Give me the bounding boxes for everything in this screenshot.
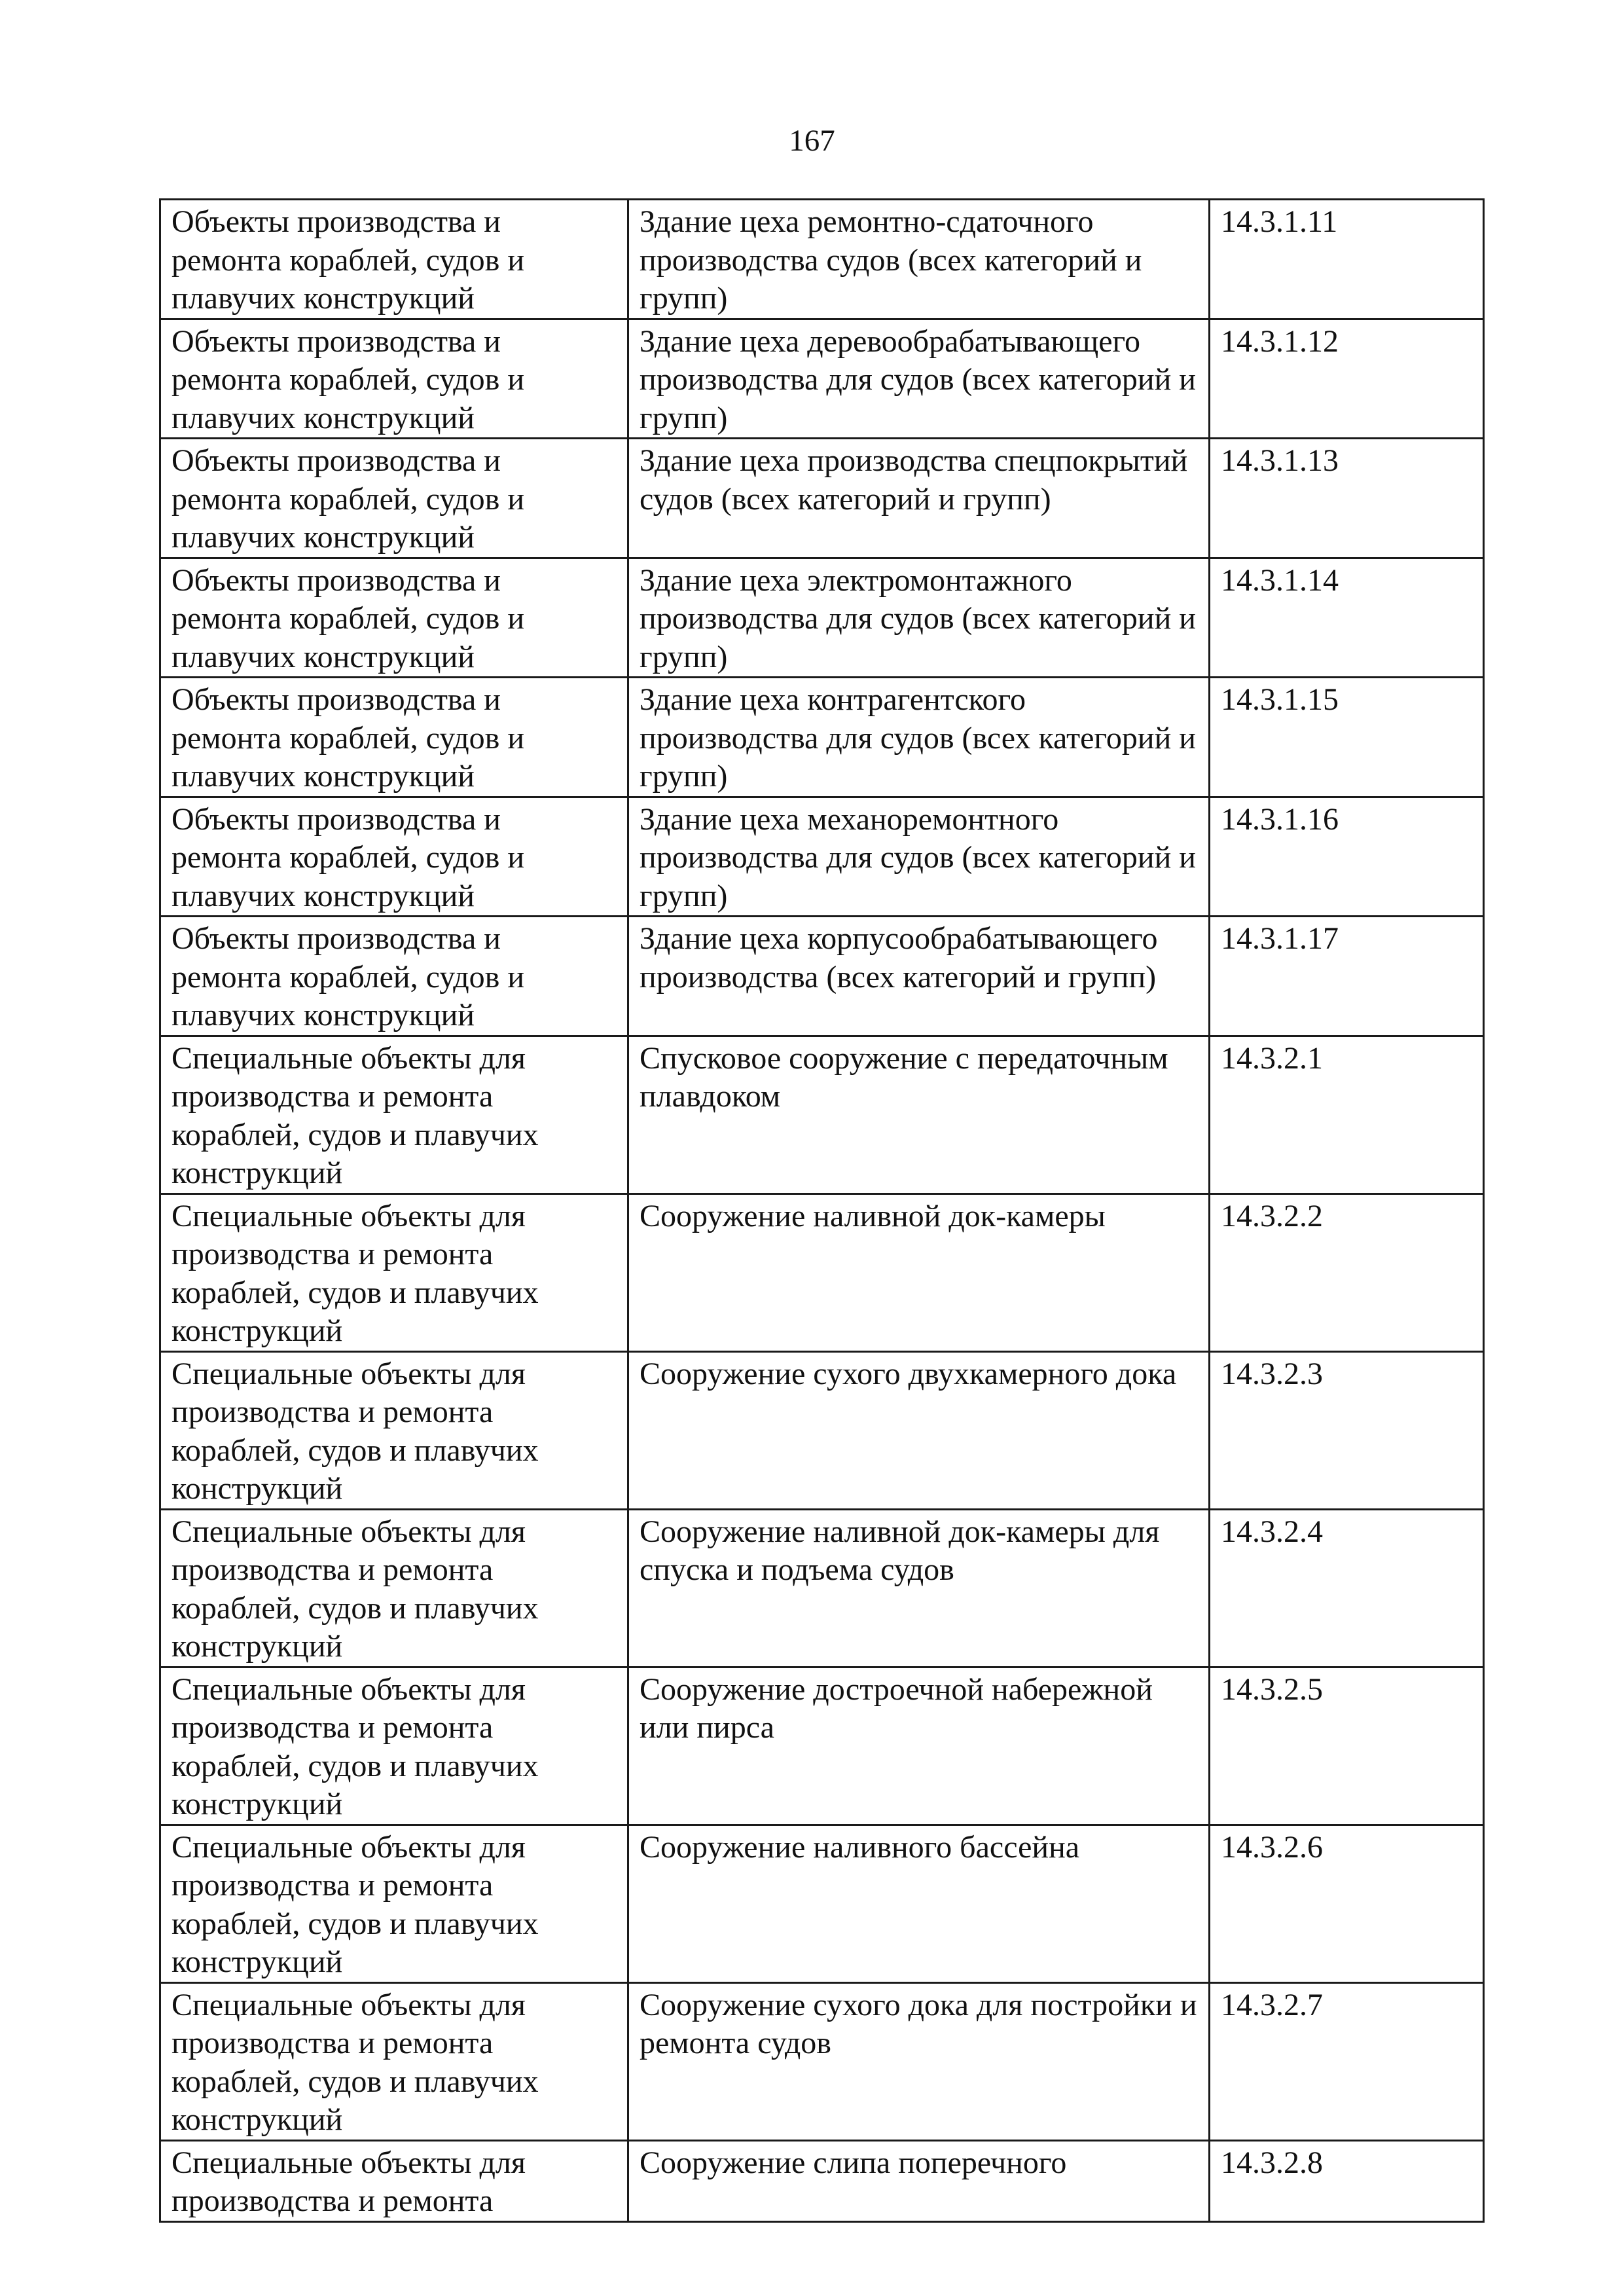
table-row — [160, 319, 1484, 439]
table-row — [160, 1351, 1484, 1509]
category-cell: Специальные объекты для производства и ремонта кораблей, судов и плавучих конструкций — [160, 1982, 628, 2140]
category-cell: Объекты производства и ремонта кораблей, судов и плавучих конструкций — [160, 439, 628, 558]
table-row — [160, 917, 1484, 1036]
table-row — [160, 797, 1484, 917]
category-cell: Специальные объекты для производства и ремонта кораблей, судов и плавучих конструкций — [160, 1351, 628, 1509]
object-cell: Здание цеха производства спецпокрытий судов (всех категорий и групп) — [628, 439, 1210, 558]
objects-table — [159, 198, 1485, 2223]
table-row — [160, 1036, 1484, 1194]
code-cell: 14.3.2.5 — [1210, 1667, 1484, 1825]
code-cell: 14.3.1.17 — [1210, 917, 1484, 1036]
object-cell: Спусковое сооружение с передаточным плавдоком — [628, 1036, 1210, 1194]
table-row — [160, 1509, 1484, 1667]
table-row — [160, 1825, 1484, 1982]
object-cell: Здание цеха деревообрабатывающего производства для судов (всех категорий и групп) — [628, 319, 1210, 439]
table-row — [160, 1982, 1484, 2140]
code-cell: 14.3.2.8 — [1210, 2140, 1484, 2221]
category-cell: Объекты производства и ремонта кораблей, судов и плавучих конструкций — [160, 319, 628, 439]
object-cell: Сооружение сухого двухкамерного дока — [628, 1351, 1210, 1509]
code-cell: 14.3.2.2 — [1210, 1194, 1484, 1351]
category-cell: Специальные объекты для производства и ремонта кораблей, судов и плавучих конструкций — [160, 1825, 628, 1982]
object-cell: Сооружение наливной док-камеры для спуска и подъема судов — [628, 1509, 1210, 1667]
code-cell: 14.3.2.7 — [1210, 1982, 1484, 2140]
code-cell: 14.3.1.12 — [1210, 319, 1484, 439]
category-cell: Объекты производства и ремонта кораблей, судов и плавучих конструкций — [160, 200, 628, 319]
object-cell: Здание цеха ремонтно-сдаточного производства судов (всех категорий и групп) — [628, 200, 1210, 319]
table-row — [160, 2140, 1484, 2221]
category-cell: Специальные объекты для производства и ремонта кораблей, судов и плавучих конструкций — [160, 1509, 628, 1667]
code-cell: 14.3.1.13 — [1210, 439, 1484, 558]
category-cell: Объекты производства и ремонта кораблей, судов и плавучих конструкций — [160, 797, 628, 917]
category-cell: Объекты производства и ремонта кораблей, судов и плавучих конструкций — [160, 917, 628, 1036]
code-cell: 14.3.1.16 — [1210, 797, 1484, 917]
object-cell: Сооружение сухого дока для постройки и ремонта судов — [628, 1982, 1210, 2140]
table-row — [160, 1194, 1484, 1351]
category-cell: Специальные объекты для производства и ремонта — [160, 2140, 628, 2221]
category-cell: Объекты производства и ремонта кораблей, судов и плавучих конструкций — [160, 558, 628, 678]
table-row — [160, 558, 1484, 678]
code-cell: 14.3.2.1 — [1210, 1036, 1484, 1194]
category-cell: Объекты производства и ремонта кораблей, судов и плавучих конструкций — [160, 678, 628, 797]
object-cell: Сооружение наливного бассейна — [628, 1825, 1210, 1982]
object-cell: Здание цеха корпусообрабатывающего производства (всех категорий и групп) — [628, 917, 1210, 1036]
code-cell: 14.3.1.11 — [1210, 200, 1484, 319]
code-cell: 14.3.2.3 — [1210, 1351, 1484, 1509]
table-row — [160, 678, 1484, 797]
table-row — [160, 439, 1484, 558]
category-cell: Специальные объекты для производства и ремонта кораблей, судов и плавучих конструкций — [160, 1194, 628, 1351]
category-cell: Специальные объекты для производства и ремонта кораблей, судов и плавучих конструкций — [160, 1036, 628, 1194]
code-cell: 14.3.2.6 — [1210, 1825, 1484, 1982]
object-cell: Здание цеха электромонтажного производства для судов (всех категорий и групп) — [628, 558, 1210, 678]
category-cell: Специальные объекты для производства и ремонта кораблей, судов и плавучих конструкций — [160, 1667, 628, 1825]
code-cell: 14.3.2.4 — [1210, 1509, 1484, 1667]
object-cell: Сооружение наливной док-камеры — [628, 1194, 1210, 1351]
page-number: 167 — [789, 124, 835, 158]
object-cell: Сооружение слипа поперечного — [628, 2140, 1210, 2221]
object-cell: Здание цеха механоремонтного производства для судов (всех категорий и групп) — [628, 797, 1210, 917]
object-cell: Сооружение достроечной набережной или пирса — [628, 1667, 1210, 1825]
code-cell: 14.3.1.15 — [1210, 678, 1484, 797]
code-cell: 14.3.1.14 — [1210, 558, 1484, 678]
table-row — [160, 1667, 1484, 1825]
table-row — [160, 200, 1484, 319]
object-cell: Здание цеха контрагентского производства для судов (всех категорий и групп) — [628, 678, 1210, 797]
